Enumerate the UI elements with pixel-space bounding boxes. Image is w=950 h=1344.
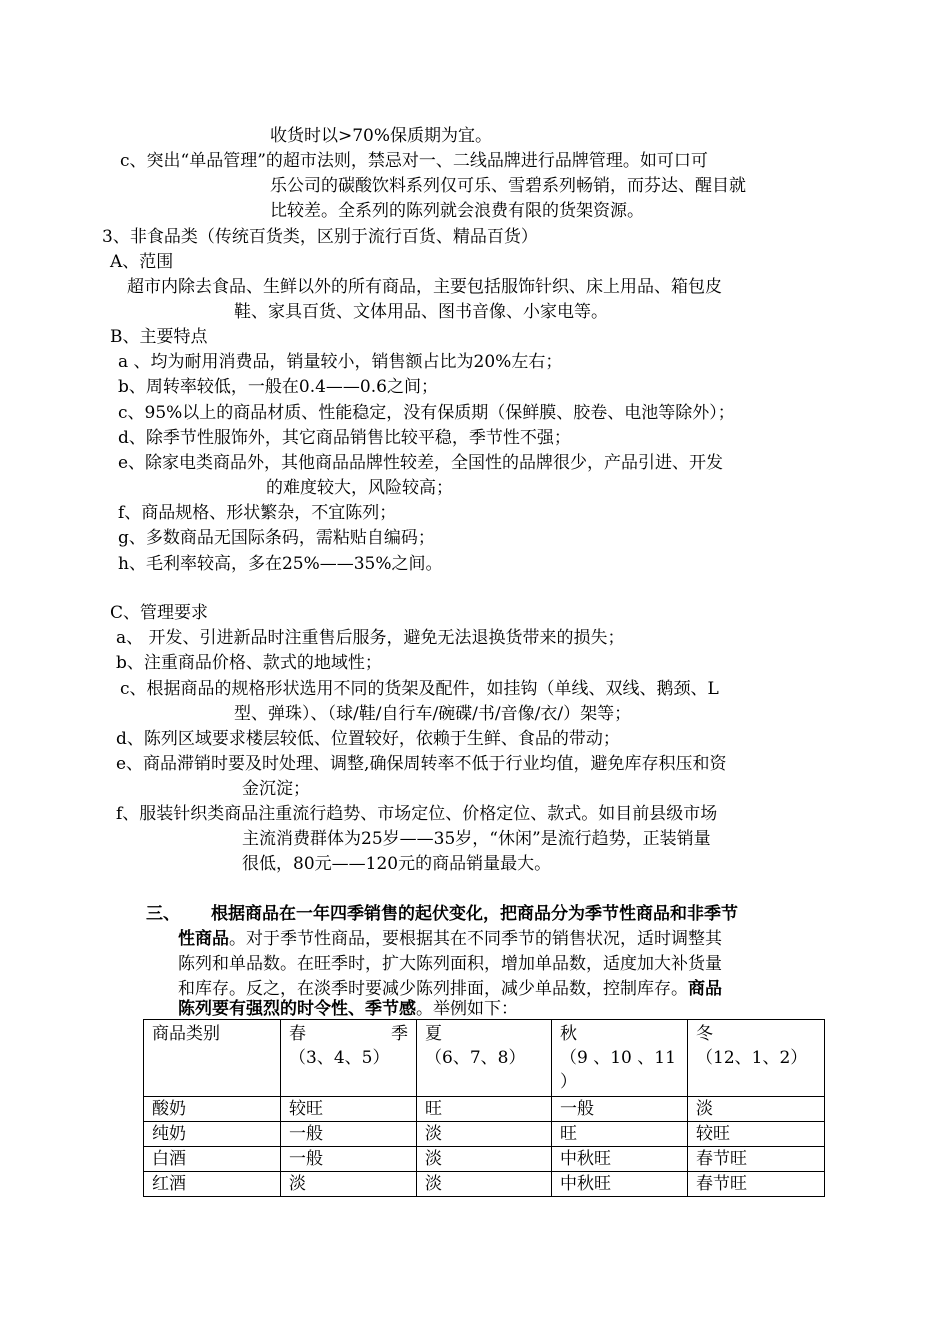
season-months: （9 、10 、11 bbox=[560, 1048, 676, 1068]
section-heading: 3、非食品类（传统百货类，区别于流行百货、精品百货） bbox=[102, 227, 538, 247]
cell-spring: 淡 bbox=[281, 1172, 417, 1197]
bold-text: 性商品 bbox=[178, 929, 229, 949]
cell-winter: 春节旺 bbox=[688, 1172, 825, 1197]
season-months: （3、4、5） bbox=[289, 1048, 390, 1068]
text-span: 。对于季节性商品，要根据其在不同季节的销售状况，适时调整其 bbox=[229, 929, 722, 949]
header-cell-winter bbox=[688, 1020, 825, 1097]
list-item: b、周转率较低，一般在0.4——0.6之间； bbox=[118, 377, 438, 397]
text-line: 型、弹珠）、（球/鞋/自行车/碗碟/书/音像/衣/）架等； bbox=[234, 704, 632, 724]
cell-summer: 淡 bbox=[417, 1172, 552, 1197]
season-months-close: ） bbox=[560, 1072, 577, 1092]
cell-product: 白酒 bbox=[144, 1147, 281, 1172]
text-line: 主流消费群体为25岁——35岁，“休闲”是流行趋势，正装销量 bbox=[242, 829, 711, 849]
list-item: a、 开发、引进新品时注重售后服务，避免无法退换货带来的损失； bbox=[116, 628, 625, 648]
text-line: c、突出“单品管理”的超市法则，禁忌对一、二线品牌进行品牌管理。如可口可 bbox=[120, 151, 708, 171]
header-cell-category: 商品类别 bbox=[144, 1020, 281, 1097]
cell-product: 纯奶 bbox=[144, 1122, 281, 1147]
list-item: g、多数商品无国际条码，需粘贴自编码； bbox=[118, 528, 435, 548]
cell-autumn: 一般 bbox=[552, 1097, 688, 1122]
season-months: （12、1、2） bbox=[696, 1048, 808, 1068]
cell-spring: 较旺 bbox=[281, 1097, 417, 1122]
cell-summer: 淡 bbox=[417, 1147, 552, 1172]
list-item: c、根据商品的规格形状选用不同的货架及配件，如挂钩（单线、双线、鹅颈、L bbox=[120, 679, 719, 699]
text-line: 乐公司的碳酸饮料系列仅可乐、雪碧系列畅销，而芬达、醒目就 bbox=[270, 176, 746, 196]
list-item: e、商品滞销时要及时处理、调整,确保周转率不低于行业均值，避免库存积压和资 bbox=[116, 754, 727, 774]
list-item: h、毛利率较高，多在25%——35%之间。 bbox=[118, 554, 443, 574]
text-line: 比较差。全系列的陈列就会浪费有限的货架资源。 bbox=[270, 201, 644, 221]
subsection-heading: B、主要特点 bbox=[110, 327, 208, 347]
cell-product: 红酒 bbox=[144, 1172, 281, 1197]
cell-winter: 较旺 bbox=[688, 1122, 825, 1147]
cell-spring: 一般 bbox=[281, 1147, 417, 1172]
list-item: b、注重商品价格、款式的地域性； bbox=[116, 653, 382, 673]
header-cell-spring bbox=[281, 1020, 417, 1097]
season-label: 夏 bbox=[425, 1024, 442, 1044]
header-cell-summer bbox=[417, 1020, 552, 1097]
list-item: e、除家电类商品外，其他商品品牌性较差，全国性的品牌很少，产品引进、开发 bbox=[118, 453, 724, 473]
season-suffix: 季 bbox=[391, 1024, 408, 1044]
subsection-heading: A、范围 bbox=[110, 252, 174, 272]
list-item: c、95%以上的商品材质、性能稳定，没有保质期（保鲜膜、胶卷、电池等除外）； bbox=[118, 403, 735, 423]
subsection-heading: C、管理要求 bbox=[110, 603, 209, 623]
season-label: 秋 bbox=[560, 1024, 577, 1044]
cell-winter: 春节旺 bbox=[688, 1147, 825, 1172]
seasonal-sales-table bbox=[143, 1019, 825, 1197]
cell-summer: 淡 bbox=[417, 1122, 552, 1147]
text-line: 陈列和单品数。在旺季时，扩大陈列面积，增加单品数，适度加大补货量 bbox=[178, 954, 722, 974]
season-label: 冬 bbox=[696, 1024, 713, 1044]
season-label: 春 bbox=[289, 1024, 306, 1044]
bold-text: 商品 bbox=[688, 979, 722, 999]
text-line: 超市内除去食品、生鲜以外的所有商品，主要包括服饰针织、床上用品、箱包皮 bbox=[127, 277, 722, 297]
table-row bbox=[144, 1122, 825, 1147]
list-item: f、商品规格、形状繁杂，不宜陈列； bbox=[118, 503, 397, 523]
table-row bbox=[144, 1172, 825, 1197]
section-number: 三、 bbox=[146, 904, 180, 924]
text-line bbox=[178, 927, 722, 951]
list-item: a 、均为耐用消费品，销量较小，销售额占比为20%左右； bbox=[118, 352, 563, 372]
header-cell-autumn bbox=[552, 1020, 688, 1097]
list-item: d、陈列区域要求楼层较低、位置较好，依赖于生鲜、食品的带动； bbox=[116, 729, 620, 749]
cell-winter: 淡 bbox=[688, 1097, 825, 1122]
text-line bbox=[178, 997, 518, 1021]
season-months: （6、7、8） bbox=[425, 1048, 526, 1068]
list-item: f、服装针织类商品注重流行趋势、市场定位、价格定位、款式。如目前县级市场 bbox=[116, 804, 718, 824]
text-line: 很低，80元——120元的商品销量最大。 bbox=[242, 854, 552, 874]
text-span: 。举例如下： bbox=[416, 999, 518, 1019]
bold-text: 陈列要有强烈的时令性、季节感 bbox=[178, 999, 416, 1019]
text-line: 鞋、家具百货、文体用品、图书音像、小家电等。 bbox=[234, 302, 608, 322]
cell-autumn: 旺 bbox=[552, 1122, 688, 1147]
table-row bbox=[144, 1097, 825, 1122]
cell-spring: 一般 bbox=[281, 1122, 417, 1147]
text-line: 金沉淀； bbox=[242, 779, 310, 799]
text-span: 和库存。反之，在淡季时要减少陈列排面，减少单品数，控制库存。 bbox=[178, 979, 688, 999]
cell-product: 酸奶 bbox=[144, 1097, 281, 1122]
table-header-row bbox=[144, 1020, 825, 1097]
text-line: 收货时以>70%保质期为宜。 bbox=[270, 126, 493, 146]
cell-autumn: 中秋旺 bbox=[552, 1147, 688, 1172]
table-row bbox=[144, 1147, 825, 1172]
section-heading: 根据商品在一年四季销售的起伏变化，把商品分为季节性商品和非季节 bbox=[211, 904, 738, 924]
list-item: d、除季节性服饰外，其它商品销售比较平稳，季节性不强； bbox=[118, 428, 571, 448]
cell-autumn: 中秋旺 bbox=[552, 1172, 688, 1197]
cell-summer: 旺 bbox=[417, 1097, 552, 1122]
text-line: 的难度较大，风险较高； bbox=[266, 478, 453, 498]
